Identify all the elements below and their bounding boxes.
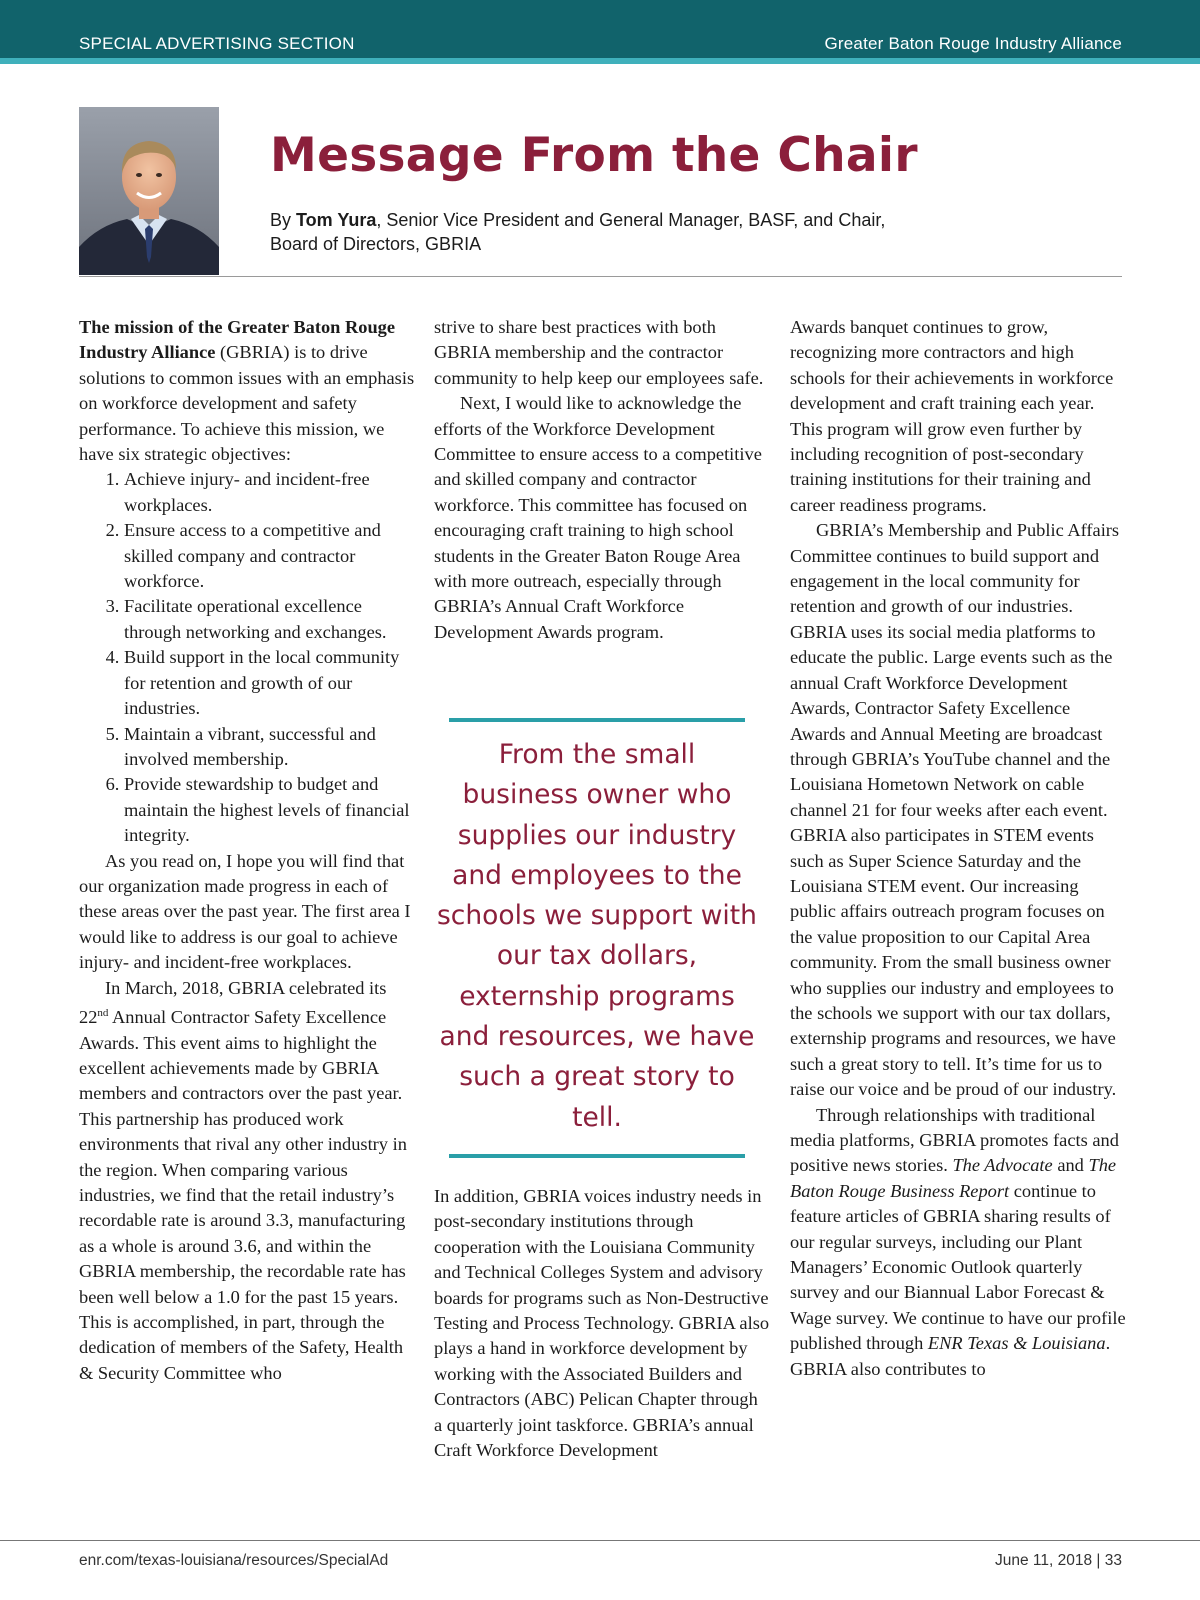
paragraph [790, 1103, 1126, 1382]
publication-name: The Advocate [952, 1155, 1053, 1176]
byline-prefix: By [270, 210, 297, 230]
section-label: SPECIAL ADVERTISING SECTION [79, 34, 355, 53]
intro-bold: The mission of the Greater Baton Rouge Industry Alliance [79, 317, 396, 363]
paragraph: In addition, GBRIA voices industry needs in post-secondary institutions through cooperation with the Louisiana Community and Technical Colleges System and advisory boards for programs such as Non-Destructive Testing and Process Technology. GBRIA also plays a hand in workforce development by working with the Associated Builders and Contractors (ABC) Pelican Chapter through a quarterly joint taskforce. GBRIA’s annual Craft Workforce Development [434, 1186, 770, 1461]
byline-title: , Senior Vice President and General Manager, BASF, and Chair, [376, 210, 886, 230]
paragraph [79, 976, 415, 1387]
byline [270, 208, 1030, 256]
list-item: 1. Achieve injury- and incident-free workplaces. [124, 467, 415, 518]
intro-paragraph [79, 315, 415, 467]
paragraph: Next, I would like to acknowledge the efforts of the Workforce Development Committee to ensure access to a competitive and skilled company and contractor workforce. This committee has focused on encouraging craft training to high school students in the Greater Baton Rouge Area with more outreach, especially through GBRIA’s Annual Craft Workforce Development Awards program. [434, 393, 762, 642]
pull-quote-text: From the small business owner who supplies our industry and employees to the schools we support with our tax dollars, externship programs and resources, we have such a great story to tell. [437, 739, 757, 1133]
author-photo [79, 107, 219, 275]
paragraph: Awards banquet continues to grow, recognizing more contractors and high schools for their achievements in workforce development and craft training each year. This program will grow even further by including recognition of post-secondary training institutions for their training and career readiness programs. [790, 317, 1114, 515]
portrait-image [79, 107, 219, 275]
publication-name: The Baton Rouge Business Report [790, 1155, 1117, 1201]
text-span: . GBRIA also contributes to [790, 1333, 1111, 1379]
text-span: Through relationships with traditional media platforms, GBRIA promotes facts and positive news stories. [790, 1104, 1119, 1176]
paragraph: strive to share best practices with both GBRIA membership and the contractor community to help keep our employees safe. [434, 317, 764, 388]
text-span: Annual Contractor Safety Excellence Awards. This event aims to highlight the excellent achievements made by GBRIA members and contractors over the past year. This partnership has produced work environments that rival any other industry in the region. When comparing various industries, we find that the retail industry’s recordable rate is around 3.3, manufacturing as a whole is around 3.6, and within the GBRIA membership, the recordable rate has been well below a 1.0 for the past 15 years. This is accomplished, in part, through the dedication of members of the Safety, Health & Security Committee who [79, 1007, 407, 1383]
publisher-label: Greater Baton Rouge Industry Alliance [824, 34, 1122, 53]
column-3 [790, 315, 1126, 1382]
page-title: Message From the Chair [270, 128, 918, 183]
text-span: and [1052, 1155, 1089, 1176]
list-item: 2. Ensure access to a competitive and skilled company and contractor workforce. [124, 518, 415, 594]
pull-quote [437, 718, 757, 1158]
author-name: Tom Yura [296, 210, 377, 230]
column-2 [434, 315, 770, 645]
objectives-list [79, 467, 415, 848]
paragraph: GBRIA’s Membership and Public Affairs Committee continues to build support and engagement in the local community for retention and growth of our industries. GBRIA uses its social media platforms to educate the public. Large events such as the annual Craft Workforce Development Awards, Contractor Safety Excellence Awards and Annual Meeting are broadcast through GBRIA’s YouTube channel and the Louisiana Hometown Network on cable channel 21 for four weeks after each event. GBRIA also participates in STEM events such as Super Science Saturday and the Louisiana STEM event. Our increasing public affairs outreach program focuses on the value proposition to our Capital Area community. From the small business owner who supplies our industry and employees to the schools we support with our tax dollars, externship programs and resources, we have such a great story to tell. It’s time for us to raise our voice and be proud of our industry. [790, 520, 1120, 1100]
paragraph: As you read on, I hope you will find that our organization made progress in each of these areas over the past year. The first area I would like to address is our goal to achieve injury- and incident-free workplaces. [79, 850, 411, 973]
header-divider [79, 276, 1122, 277]
text-span: continue to feature articles of GBRIA sharing results of our regular surveys, including our Plant Managers’ Economic Outlook quarterly survey and our Biannual Labor Forecast & Wage survey. We continue to have our profile published through [790, 1180, 1126, 1354]
list-item: 4. Build support in the local community for retention and growth of our industries. [124, 645, 415, 721]
intro-rest: (GBRIA) is to drive solutions to common issues with an emphasis on workforce development and safety performance. To achieve this mission, we have six strategic objectives: [79, 342, 415, 465]
column-1 [79, 315, 415, 1386]
list-item: 3. Facilitate operational excellence through networking and exchanges. [124, 594, 415, 645]
superscript: nd [97, 1006, 109, 1019]
list-item: 6. Provide stewardship to budget and maintain the highest levels of financial integrity. [124, 772, 415, 848]
footer-date-page: June 11, 2018 | 33 [995, 1552, 1122, 1569]
byline-board: Board of Directors, GBRIA [270, 234, 482, 254]
footer-divider [0, 1540, 1200, 1541]
list-item: 5. Maintain a vibrant, successful and involved membership. [124, 722, 415, 773]
footer-url[interactable]: enr.com/texas-louisiana/resources/SpecialAd [79, 1552, 389, 1569]
column-2-lower [434, 1184, 770, 1463]
text-span: In March, 2018, GBRIA celebrated its 22 [79, 977, 387, 1028]
header-bar [0, 0, 1200, 64]
publication-name: ENR Texas & Louisiana [927, 1333, 1106, 1354]
